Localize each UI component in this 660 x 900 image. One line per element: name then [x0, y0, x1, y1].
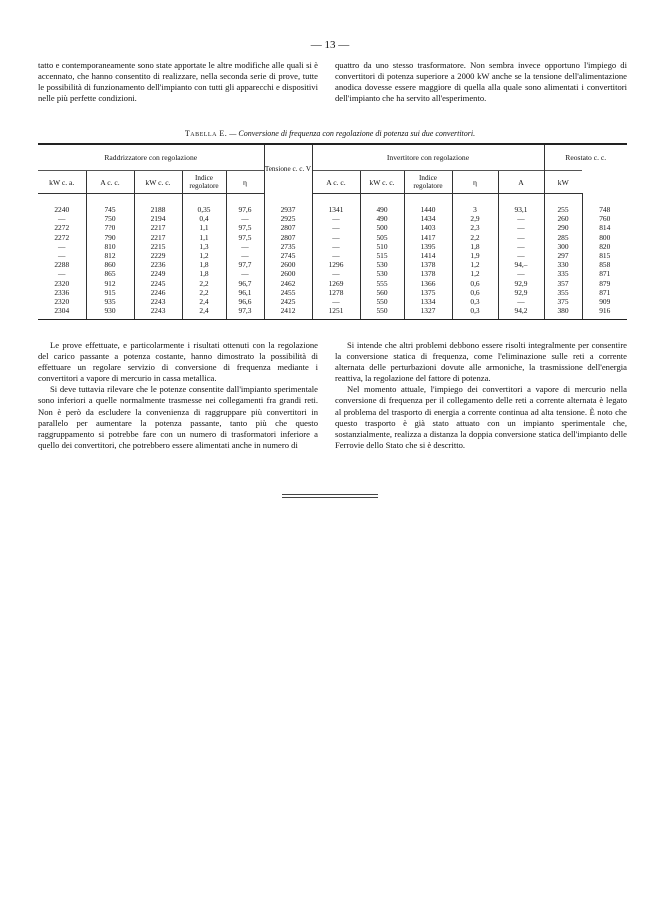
table-title: — Conversione di frequenza con regolazione di potenza sui due convertitori.: [229, 129, 476, 138]
column-header: Indice regolatore: [404, 171, 452, 194]
table-cell: 1,8: [182, 269, 226, 278]
table-cell: —: [58, 214, 66, 224]
table-cell: 375: [544, 297, 582, 306]
table-cell: 1378: [404, 269, 452, 278]
table-cell: 2320: [54, 297, 70, 307]
table-cell: 1395: [404, 242, 452, 251]
table-cell: 2,2: [182, 288, 226, 297]
table-cell: 1,3: [182, 242, 226, 251]
table-cell: 2600: [264, 269, 312, 278]
group-header-tensione: Tensione c. c. V: [264, 144, 312, 194]
table-cell: 94,2: [498, 306, 544, 320]
table-cell: —: [498, 214, 544, 223]
paragraph: quattro da uno stesso trasformatore. Non sembra invece opportuno l'impiego di convertitori di potenza superiore a 2000 kW anche se la tensione dell'alimentazione anodica dovesse essere maggiore di quella alla quale sono alimentati i convertitori dell'impianto che ha servito all'esperimento.: [335, 60, 627, 104]
table-cell: 2455: [264, 288, 312, 297]
table-cell: 2,4: [182, 297, 226, 306]
table-row: [38, 194, 627, 215]
table-sub-header-row: [38, 171, 627, 194]
table-cell: 1434: [404, 214, 452, 223]
table-cell: 935: [86, 297, 134, 306]
table-cell: 2,4: [182, 306, 226, 320]
table-cell: 2243: [134, 297, 182, 306]
table-cell: 285: [544, 233, 582, 242]
column-header: η: [452, 171, 498, 194]
group-header-raddrizzatore: Raddrizzatore con regolazione: [38, 144, 264, 171]
table-cell: 0,35: [182, 194, 226, 215]
table-cell: —: [226, 269, 264, 278]
group-header-reostato: Reostato c. c.: [544, 144, 627, 171]
table-cell: 2807: [264, 223, 312, 232]
table-cell: 2925: [264, 214, 312, 223]
table-cell: 1414: [404, 251, 452, 260]
table-cell: 1,2: [182, 251, 226, 260]
table-cell: 1,1: [182, 223, 226, 232]
paragraph: Le prove effettuate, e particolarmente i risultati ottenuti con la regolazione del carico passante a potenza costante, hanno dimostrato la possibilità di effettuare un regolare servizio di conversione di frequenza mediante i convertitori a vapore di mercurio in cassa metallica.: [38, 340, 318, 384]
table-cell: —: [312, 223, 360, 232]
table-row: [38, 279, 627, 288]
table-caption: [0, 129, 660, 138]
table-cell: 7?0: [86, 223, 134, 232]
table-cell: 1269: [312, 279, 360, 288]
table-row: [38, 214, 627, 223]
table-cell: 2188: [134, 194, 182, 215]
table-cell: 2807: [264, 233, 312, 242]
table-cell: 2240: [54, 205, 70, 214]
table-cell: 812: [86, 251, 134, 260]
table-cell: —: [498, 233, 544, 242]
table-group-header-row: [38, 144, 627, 171]
table-cell: 355: [544, 288, 582, 297]
table-cell: 1,8: [182, 260, 226, 269]
table-cell: 510: [360, 242, 404, 251]
table-cell: 97,6: [226, 194, 264, 215]
table-cell: 1341: [312, 194, 360, 215]
table-cell: 2229: [134, 251, 182, 260]
table-cell: 255: [544, 194, 582, 215]
table-cell: 1366: [404, 279, 452, 288]
table-cell: 1,9: [452, 251, 498, 260]
table-cell: 96,6: [226, 297, 264, 306]
table-cell: 912: [86, 279, 134, 288]
table-cell: 2272: [54, 223, 70, 233]
table-cell: 550: [360, 306, 404, 320]
table-cell: —: [58, 251, 66, 261]
table-cell: 2194: [134, 214, 182, 223]
table-cell: —: [58, 269, 66, 279]
paragraph: Nel momento attuale, l'impiego dei convertitori a vapore di mercurio nella conversione di frequenza per il collegamento delle reti a corrente alternata è legato al problema del trasporto di energia a corrente continua ad alta tensione. È noto che questo trasporto è già stato attuato con un impianto sperimentale che, sostanzialmente, realizza a distanza la doppia conversione statica dell'impianto delle Ferrovie dello Stato che si è descritto.: [335, 384, 627, 450]
table-cell: 1,2: [452, 269, 498, 278]
paragraph: Si deve tuttavia rilevare che le potenze consentite dall'impianto sperimentale sono inferiori a quelle normalmente trasmesse nei collegamenti fra grandi reti. Non è però da escludere la convenienza di raggruppare più convertitori in parallelo per aumentare la potenza passante, tanto più che questo raggruppamento si potrebbe fare con un numero di trasformatori inferiore a quello dei convertitori, che potrebbero essere alimentati anche in numero di: [38, 384, 318, 450]
top-right-paragraph: [335, 60, 627, 104]
table-cell: 2249: [134, 269, 182, 278]
table-cell: 814: [582, 223, 627, 232]
table-label: Tabella E.: [184, 129, 228, 138]
table-row: [38, 233, 627, 242]
table-cell: 2217: [134, 223, 182, 232]
table-cell: —: [312, 214, 360, 223]
table-cell: —: [498, 297, 544, 306]
table-cell: 2217: [134, 233, 182, 242]
table-cell: 2937: [264, 194, 312, 215]
table-cell: 745: [86, 194, 134, 215]
table-cell: 871: [582, 288, 627, 297]
column-header: A c. c.: [312, 171, 360, 194]
column-header: kW c. c.: [360, 171, 404, 194]
table-cell: —: [312, 269, 360, 278]
table-cell: 290: [544, 223, 582, 232]
table-cell: 916: [582, 306, 627, 320]
table-cell: 0,3: [452, 297, 498, 306]
table-cell: 2243: [134, 306, 182, 320]
table-cell: 810: [86, 242, 134, 251]
column-header: A: [498, 171, 544, 194]
column-header: η: [226, 171, 264, 194]
column-header: Indice regolatore: [182, 171, 226, 194]
column-header: kW c. a.: [38, 171, 86, 194]
table-cell: 2272: [54, 232, 70, 242]
table-cell: 820: [582, 242, 627, 251]
table-cell: —: [498, 269, 544, 278]
table-cell: 909: [582, 297, 627, 306]
table-cell: 1296: [312, 260, 360, 269]
table-cell: 1,2: [452, 260, 498, 269]
table-cell: 1278: [312, 288, 360, 297]
table-cell: 748: [582, 194, 627, 215]
table-row: [38, 260, 627, 269]
table-row: [38, 223, 627, 232]
table-cell: 915: [86, 288, 134, 297]
table-cell: 1,1: [182, 233, 226, 242]
table-cell: —: [498, 242, 544, 251]
table-cell: 97,5: [226, 233, 264, 242]
column-header: A c. c.: [86, 171, 134, 194]
column-header: kW c. c.: [134, 171, 182, 194]
table-row: [38, 251, 627, 260]
table-cell: 335: [544, 269, 582, 278]
table-cell: 297: [544, 251, 582, 260]
table-row: [38, 269, 627, 278]
paragraph: tatto e contemporaneamente sono state apportate le altre modifiche alle quali si è accennato, che hanno consentito di realizzare, nella seconda serie di prove, tutte le possibilità di funzionamento dell'impianto con tutti gli apparecchi e dispositivi nelle più perfette condizioni.: [38, 60, 318, 104]
table-cell: 750: [86, 214, 134, 223]
table-cell: 0,6: [452, 279, 498, 288]
table-cell: 0,6: [452, 288, 498, 297]
table-cell: 96,1: [226, 288, 264, 297]
table-cell: 790: [86, 233, 134, 242]
table-cell: 357: [544, 279, 582, 288]
table-cell: 2215: [134, 242, 182, 251]
table-cell: 555: [360, 279, 404, 288]
table-cell: 930: [86, 306, 134, 320]
table-cell: 0,4: [182, 214, 226, 223]
table-cell: —: [226, 214, 264, 223]
table-cell: 2320: [54, 278, 70, 288]
table-cell: 97,5: [226, 223, 264, 232]
table-cell: 1440: [404, 194, 452, 215]
table-cell: 300: [544, 242, 582, 251]
table-cell: 560: [360, 288, 404, 297]
table-cell: 858: [582, 260, 627, 269]
table-cell: 3: [452, 194, 498, 215]
table-cell: 1327: [404, 306, 452, 320]
table-cell: 2288: [54, 260, 70, 270]
table-cell: 815: [582, 251, 627, 260]
page-number: — 13 —: [310, 39, 350, 51]
table-cell: 871: [582, 269, 627, 278]
table-cell: 2246: [134, 288, 182, 297]
table-cell: 800: [582, 233, 627, 242]
table-cell: 2,9: [452, 214, 498, 223]
table-cell: —: [226, 251, 264, 260]
table-cell: 97,3: [226, 306, 264, 320]
table-cell: —: [312, 297, 360, 306]
table-row: [38, 297, 627, 306]
table-cell: 2745: [264, 251, 312, 260]
column-header: kW: [544, 171, 582, 194]
paragraph: Si intende che altri problemi debbono essere risolti integralmente per consentire la conversione statica di frequenza, come l'eliminazione sulle reti a corrente alternata delle perturbazioni dovute alle armoniche, la trasmissione dell'energia reattiva, la regolazione del fattore di potenza.: [335, 340, 627, 384]
table-cell: 490: [360, 194, 404, 215]
table-body: [38, 194, 627, 320]
table-cell: 2462: [264, 279, 312, 288]
table-cell: 2,2: [182, 279, 226, 288]
table-cell: 860: [86, 260, 134, 269]
table-cell: 1375: [404, 288, 452, 297]
table-cell: 1403: [404, 223, 452, 232]
table-cell: —: [312, 242, 360, 251]
top-left-paragraph: [38, 60, 318, 104]
divider-rule: [282, 494, 378, 495]
table-cell: 515: [360, 251, 404, 260]
table-cell: —: [312, 251, 360, 260]
table-cell: 2,3: [452, 223, 498, 232]
table-cell: 879: [582, 279, 627, 288]
bottom-left-column: [38, 340, 318, 451]
table-cell: 92,9: [498, 279, 544, 288]
table-cell: 2425: [264, 297, 312, 306]
data-table: [38, 143, 627, 320]
table-cell: 0,3: [452, 306, 498, 320]
table-cell: 97,7: [226, 260, 264, 269]
table-row: [38, 242, 627, 251]
table-row: [38, 306, 627, 320]
table-cell: 1334: [404, 297, 452, 306]
table-cell: 865: [86, 269, 134, 278]
table-cell: 500: [360, 223, 404, 232]
table-cell: —: [312, 233, 360, 242]
table-cell: 96,7: [226, 279, 264, 288]
table-cell: —: [498, 251, 544, 260]
table-cell: 2600: [264, 260, 312, 269]
table-cell: 2304: [38, 306, 86, 320]
table-cell: 505: [360, 233, 404, 242]
table-cell: 1378: [404, 260, 452, 269]
table-cell: 1251: [312, 306, 360, 320]
table-cell: 1,8: [452, 242, 498, 251]
table-cell: 2412: [264, 306, 312, 320]
bottom-right-column: [335, 340, 627, 451]
divider-rule: [282, 497, 378, 498]
table-cell: 93,1: [498, 194, 544, 215]
table-cell: —: [498, 223, 544, 232]
table-cell: 1417: [404, 233, 452, 242]
table-cell: 94,–: [498, 260, 544, 269]
table-cell: 760: [582, 214, 627, 223]
table-cell: 2336: [54, 287, 70, 297]
table-cell: 530: [360, 269, 404, 278]
table-cell: 2735: [264, 242, 312, 251]
table-cell: —: [226, 242, 264, 251]
table-cell: 550: [360, 297, 404, 306]
table-cell: 2236: [134, 260, 182, 269]
table-row: [38, 288, 627, 297]
table-cell: 490: [360, 214, 404, 223]
group-header-invertitore: Invertitore con regolazione: [312, 144, 544, 171]
table-cell: 2245: [134, 279, 182, 288]
table-cell: —: [58, 241, 66, 251]
table-cell: 530: [360, 260, 404, 269]
table-cell: 2,2: [452, 233, 498, 242]
table-cell: 260: [544, 214, 582, 223]
table-cell: 380: [544, 306, 582, 320]
table-cell: 330: [544, 260, 582, 269]
table-cell: 92,9: [498, 288, 544, 297]
